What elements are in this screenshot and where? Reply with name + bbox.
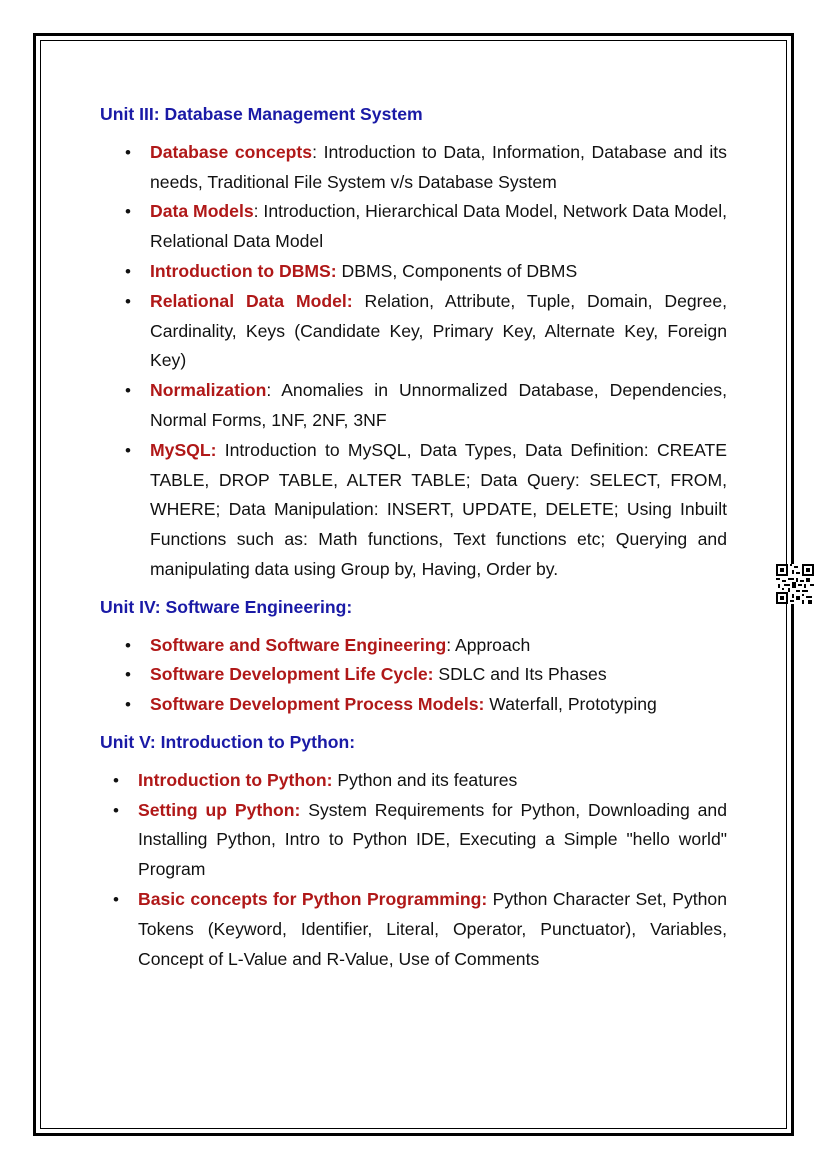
list-item	[125, 631, 727, 661]
bullet-icon: •	[125, 291, 131, 311]
bullet-icon: •	[125, 261, 131, 281]
topic-term: MySQL:	[150, 439, 217, 460]
bullet-icon: •	[125, 381, 131, 401]
topic-term: Software Development Life Cycle:	[150, 664, 434, 685]
topic-text: Relation, Attribute, Tuple, Domain, Degree, Cardinality, Keys (Candidate Key, Primary Key, Alternate Key, Foreign Key)	[150, 290, 727, 371]
topic-text: : Approach	[446, 634, 531, 655]
bullet-icon: •	[125, 635, 131, 655]
qr-code-icon	[776, 564, 814, 604]
list-item	[113, 766, 727, 796]
topic-term: Introduction to DBMS:	[150, 260, 337, 281]
topic-term: Software Development Process Models:	[150, 694, 485, 715]
topic-text: : Introduction to Data, Information, Database and its needs, Traditional File System v/s Database System	[150, 141, 727, 192]
list-item	[125, 287, 727, 376]
bullet-icon: •	[125, 665, 131, 685]
topic-text: : Anomalies in Unnormalized Database, Dependencies, Normal Forms, 1NF, 2NF, 3NF	[150, 380, 727, 430]
list-item	[125, 690, 727, 720]
topic-text: System Requirements for Python, Downloading and Installing Python, Intro to Python IDE, Executing a Simple "hello world" Program	[138, 799, 728, 880]
bullet-icon: •	[125, 202, 131, 222]
unit-5-topics	[100, 766, 727, 975]
topic-term: Relational Data Model:	[150, 290, 353, 311]
unit-3-heading: Unit III: Database Management System	[100, 104, 423, 124]
unit-4-heading: Unit IV: Software Engineering:	[100, 596, 353, 617]
topic-text: Python and its features	[332, 769, 518, 790]
topic-term: Normalization	[150, 380, 267, 401]
bullet-icon: •	[113, 889, 119, 909]
list-item	[113, 796, 728, 885]
list-item	[125, 660, 727, 690]
topic-text: Python Character Set, Python Tokens (Keyword, Identifier, Literal, Operator, Punctuator), Variables, Concept of L-Value and R-Value, Use of Comments	[138, 888, 727, 969]
topic-term: Database concepts	[150, 141, 313, 162]
list-item	[113, 885, 727, 974]
list-item	[125, 138, 727, 198]
topic-text: DBMS, Components of DBMS	[336, 260, 578, 281]
topic-text: Introduction to MySQL, Data Types, Data Definition: CREATE TABLE, DROP TABLE, ALTER TABLE; Data Query: SELECT, FROM, WHERE; Data Manipulation: INSERT, UPDATE, DELETE; Using Inbuilt Functions such as: Math functions, Text functions etc; Querying and manipulating data using Group by, Having, Order by.	[150, 439, 727, 579]
list-item	[125, 197, 727, 257]
list-item	[125, 436, 727, 585]
topic-text: Waterfall, Prototyping	[484, 694, 657, 715]
bullet-icon: •	[125, 440, 131, 460]
syllabus-content	[100, 100, 727, 982]
bullet-icon: •	[113, 770, 119, 790]
bullet-icon: •	[113, 800, 119, 820]
topic-text: : Introduction, Hierarchical Data Model, Network Data Model, Relational Data Model	[150, 201, 727, 252]
bullet-icon: •	[125, 695, 131, 715]
unit-4-topics	[100, 631, 727, 720]
list-item	[125, 257, 727, 287]
topic-term: Data Models	[150, 201, 254, 222]
list-item	[125, 376, 727, 436]
topic-text: SDLC and Its Phases	[433, 664, 607, 685]
topic-term: Setting up Python:	[138, 799, 301, 820]
topic-term: Software and Software Engineering	[150, 634, 447, 655]
bullet-icon: •	[125, 142, 131, 162]
unit-3-topics	[100, 138, 727, 585]
topic-term: Introduction to Python:	[138, 769, 333, 790]
topic-term: Basic concepts for Python Programming:	[138, 888, 488, 909]
unit-5-heading: Unit V: Introduction to Python:	[100, 731, 356, 752]
